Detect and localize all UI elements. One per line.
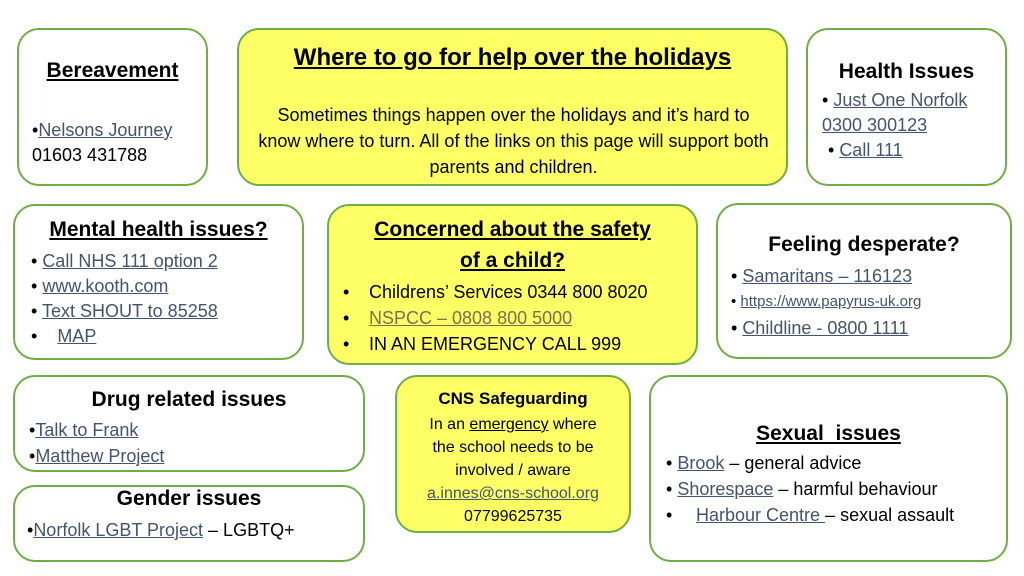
- just-one-norfolk-phone[interactable]: 0300 300123: [822, 115, 928, 135]
- mental-health-title: Mental health issues?: [49, 218, 268, 241]
- drug-issues-card: [13, 375, 365, 472]
- samaritans-link[interactable]: Samaritans – 116123: [742, 266, 913, 286]
- call-111-link[interactable]: Call 111: [839, 140, 903, 160]
- bereavement-title: Bereavement: [46, 59, 179, 82]
- list-item: • Call NHS 111 option 2: [31, 251, 218, 271]
- norfolk-lgbt-project-link[interactable]: Norfolk LGBT Project: [33, 520, 204, 540]
- bereavement-content: [32, 118, 172, 168]
- gender-issues-card: [13, 485, 365, 562]
- cns-phone: 07799625735: [464, 508, 562, 525]
- cns-email-link[interactable]: a.innes@cns-school.org: [427, 485, 599, 502]
- cns-safeguarding-title: CNS Safeguarding: [438, 389, 588, 408]
- feeling-desperate-card: [716, 203, 1012, 359]
- gender-issues-content: •Norfolk LGBT Project – LGBTQ+: [27, 520, 295, 540]
- page-title: Where to go for help over the holidays: [293, 44, 732, 71]
- child-safety-title-line2: of a child?: [460, 249, 565, 272]
- cns-safeguarding-card: [395, 375, 631, 533]
- matthew-project-link[interactable]: Matthew Project: [35, 446, 165, 466]
- intro-text: Sometimes things happen over the holidays and it’s hard to know where to turn. All of the links on this page will support both parents and children.: [258, 105, 769, 177]
- list-item: • MAP: [31, 326, 97, 346]
- drug-issues-list: [29, 417, 164, 469]
- list-item: • Brook – general advice: [666, 453, 862, 473]
- child-safety-title-line1: Concerned about the safety: [374, 218, 651, 241]
- list-item: •Matthew Project: [29, 446, 165, 466]
- cns-safeguarding-content: In an emergency where the school needs to be involved / aware a.innes@cns-school.org 07799625735: [397, 413, 629, 528]
- list-item: • Shorespace – harmful behaviour: [666, 479, 938, 499]
- drug-issues-title: Drug related issues: [91, 388, 287, 411]
- list-item: • IN AN EMERGENCY CALL 999: [343, 334, 622, 354]
- childline-link[interactable]: Childline - 0800 1111: [742, 318, 909, 338]
- just-one-norfolk-link[interactable]: Just One Norfolk: [833, 90, 968, 110]
- emergency-text: IN AN EMERGENCY CALL 999: [369, 334, 622, 354]
- kooth-link[interactable]: www.kooth.com: [42, 276, 169, 296]
- health-issues-title: Health Issues: [838, 60, 975, 83]
- childrens-services-text: Childrens’ Services 0344 800 8020: [369, 282, 648, 302]
- mental-health-card: [13, 204, 304, 360]
- harbour-centre-link[interactable]: Harbour Centre: [696, 505, 826, 525]
- list-item: •Talk to Frank: [29, 420, 139, 440]
- list-item: • Childrens’ Services 0344 800 8020: [343, 282, 648, 302]
- child-safety-card: [327, 204, 698, 365]
- list-item: • https://www.papyrus-uk.org: [731, 293, 922, 310]
- list-item: • www.kooth.com: [31, 276, 169, 296]
- health-issues-card: [806, 28, 1007, 186]
- feeling-desperate-list: [731, 263, 921, 341]
- list-item: • Text SHOUT to 85258: [31, 301, 218, 321]
- bereavement-card: [17, 28, 208, 186]
- bereavement-phone: 01603 431788: [32, 145, 148, 165]
- feeling-desperate-title: Feeling desperate?: [768, 233, 960, 256]
- nhs-111-link[interactable]: Call NHS 111 option 2: [42, 251, 218, 271]
- shout-link[interactable]: Text SHOUT to 85258: [41, 301, 218, 321]
- bullet: •: [828, 140, 840, 160]
- sexual-issues-title: Sexual issues: [756, 422, 901, 445]
- nelsons-journey-link[interactable]: Nelsons Journey: [38, 120, 173, 140]
- bullet: •: [32, 120, 39, 140]
- talk-to-frank-link[interactable]: Talk to Frank: [35, 420, 139, 440]
- map-link[interactable]: MAP: [57, 326, 97, 346]
- health-issues-content: [822, 88, 967, 163]
- gender-issues-title: Gender issues: [116, 487, 262, 510]
- bullet: •: [822, 90, 834, 110]
- shorespace-link[interactable]: Shorespace: [677, 479, 774, 499]
- list-item: • NSPCC – 0808 800 5000: [343, 308, 573, 328]
- child-safety-list: [343, 279, 648, 357]
- sexual-issues-card: [649, 375, 1008, 562]
- mental-health-list: [31, 249, 218, 349]
- list-item: • Childline - 0800 1111: [731, 318, 909, 338]
- brook-link[interactable]: Brook: [677, 453, 725, 473]
- list-item: • Samaritans – 116123: [731, 266, 913, 286]
- sexual-issues-list: [666, 450, 954, 528]
- papyrus-link[interactable]: https://www.papyrus-uk.org: [740, 293, 922, 310]
- holiday-help-card: [237, 28, 788, 186]
- emergency-word: emergency: [469, 416, 549, 433]
- list-item: • Harbour Centre – sexual assault: [666, 505, 955, 525]
- nspcc-link[interactable]: NSPCC – 0808 800 5000: [369, 308, 573, 328]
